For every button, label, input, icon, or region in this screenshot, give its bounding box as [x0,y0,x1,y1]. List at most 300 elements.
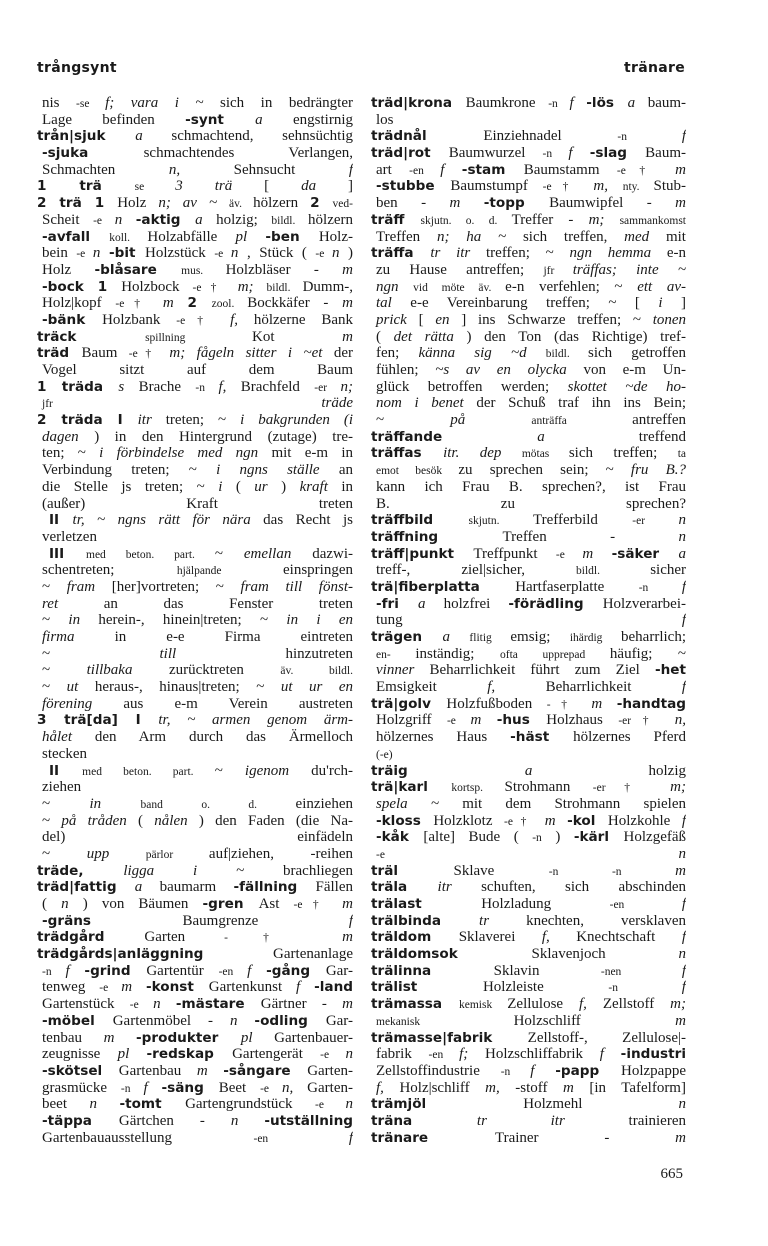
entry-line [371,212,686,229]
headword: trån|sjuk [37,128,136,145]
usage-label: med beton. part. [86,548,215,561]
headword: -sångare [223,1062,308,1079]
headword: träd|krona [371,95,466,111]
translation-text: ~ [42,679,67,696]
translation-text: Sklave [453,862,549,879]
entry-continuation-line [37,1063,353,1080]
entry-continuation-line [371,596,686,613]
entry-continuation-line [37,312,353,329]
translation-text: aus e-m Verein austreten [123,695,353,712]
italic-phrase: tillbaka [86,662,169,679]
translation-text: Zellstoff-, Zellulose|- [527,1029,686,1046]
italic-phrase: n [332,245,340,262]
italic-phrase: ur [254,478,268,495]
translation-text: ~ [42,662,87,679]
translation-text: Einziehnadel [483,128,618,145]
headword: träffande [371,428,538,445]
italic-phrase: m [121,979,146,996]
italic-phrase: m [342,328,353,345]
italic-phrase: a [134,879,160,896]
italic-phrase: tal [376,295,411,312]
headword: -hus [496,712,547,729]
italic-phrase: träde [321,395,353,412]
translation-text: Zellulose [507,996,580,1013]
headword: -avfall [42,228,110,245]
headword: träl [371,862,454,879]
headword: träde, [37,862,124,879]
entry-line [371,913,686,930]
translation-text: ~ [42,645,160,662]
translation-text: Holzbank [102,311,177,328]
translation-text: Holzmehl [523,1096,679,1113]
translation-text: Baumwipfel - [549,195,676,212]
italic-phrase: prick [376,311,407,328]
headword: -produkter [136,1029,241,1046]
italic-phrase: itr [137,412,166,429]
translation-text: ) [555,829,574,846]
usage-label: mötas [521,448,569,461]
entry-line [371,512,686,529]
headword: -gräns [42,912,183,929]
usage-label: se [134,181,176,194]
italic-phrase: m [342,896,353,912]
italic-phrase: n, [168,161,234,178]
usage-label: -e [320,1049,346,1062]
entry-line [371,546,686,563]
italic-phrase: n [678,1096,686,1113]
entry-continuation-line [371,395,686,412]
translation-text: [in Tafelform] [589,1079,686,1096]
translation-text: Beet [218,1079,261,1096]
translation-text: der [333,345,353,362]
headword: -industri [620,1046,686,1063]
italic-phrase: f [681,679,686,696]
entry-line [37,712,353,729]
translation-text: Holz- [318,228,353,245]
translation-text: e-n [666,245,686,262]
translation-text: einspringen [283,562,353,579]
translation-text: hölzern [308,211,353,228]
translation-text: baum- [647,95,686,111]
usage-label: anträffa [531,415,633,428]
entry-continuation-line [371,262,686,279]
entry-continuation-line [37,746,353,763]
entry-line [37,178,353,195]
italic-phrase: m; [670,779,686,796]
usage-label: -n [120,1082,144,1095]
headword: -topp [483,195,550,212]
translation-text: Gartengerät [232,1046,321,1063]
entry-line [371,1130,686,1147]
translation-text: grasmücke [42,1079,121,1096]
headword: trämassa [371,996,459,1013]
entry-continuation-line [371,846,686,863]
entry-line [371,779,686,796]
translation-text: dazwi- [312,545,353,562]
usage-label: skjutn. o. d. [420,214,512,227]
translation-text: Beharrlichkeit [545,679,682,696]
italic-phrase: da [301,178,317,195]
translation-text: Baumstumpf [450,178,543,195]
usage-label: zool. [211,298,248,311]
translation-text: Sehnsucht [233,161,349,178]
entry-continuation-line [371,679,686,696]
translation-text: tung [376,612,682,629]
entry-line [37,879,353,896]
usage-label: kortsp. [451,782,505,795]
translation-text: Garten- [307,1062,353,1079]
headword: -handtag [616,695,686,712]
usage-label: kemisk [458,999,508,1012]
italic-phrase: f [681,578,686,595]
entry-continuation-line [37,646,353,663]
translation-text: ~ [214,545,244,562]
translation-text: zu Hause antreffen; [376,261,544,278]
translation-text: Treffpunkt [473,545,556,562]
italic-phrase: ligga i ~ [123,862,284,879]
headword: trä|fiberplatta [371,578,516,595]
italic-phrase: n; av ~ [158,195,230,212]
italic-phrase: n; [340,378,353,395]
entry-continuation-line [37,829,353,846]
usage-label: -n [500,1065,531,1078]
italic-phrase: m [675,1129,686,1146]
headword: -säng [161,1079,219,1096]
translation-text: [ [264,178,270,195]
entry-continuation-line [37,612,353,629]
translation-text: verletzen [42,528,97,545]
entry-line [371,579,686,596]
entry-continuation-line [37,262,353,279]
translation-text: zu sprechen sein; ~ [458,462,631,479]
entry-line [371,445,686,462]
headword: tränare [371,1129,495,1146]
italic-phrase: skottet ~de ho- [567,378,686,395]
usage-label: -e [93,214,115,227]
translation-text: ~ [376,412,451,429]
translation-text: Schmachten [42,161,169,178]
entry-continuation-line [37,763,353,780]
entry-line [371,629,686,646]
italic-phrase: kraft [299,478,342,495]
headword: -utställning [264,1112,353,1129]
usage-label: -en [218,965,248,978]
entry-line [371,696,686,713]
italic-phrase: tr, ~ armen genom ärm- [158,712,353,729]
italic-phrase: a [418,595,444,612]
entry-continuation-line [371,562,686,579]
headword: -kol [567,812,608,829]
headword: träffbild [371,512,469,529]
usage-label: -er [314,381,341,394]
italic-phrase: n; ha ~ [436,228,523,245]
entry-continuation-line [37,1030,353,1047]
translation-text: Stub- [653,178,686,195]
italic-phrase: n [229,1012,255,1029]
translation-text: Holz|schliff [399,1079,486,1096]
italic-phrase: ret [42,595,104,612]
entry-line [371,863,686,880]
italic-phrase: n [678,512,686,529]
translation-text: tenbau [42,1029,104,1046]
italic-phrase: pl [240,1029,275,1046]
entry-continuation-line [371,496,686,513]
headword: -säker [611,545,679,562]
headword: -täppa [42,1112,119,1129]
entry-continuation-line [371,329,686,346]
italic-phrase: n [89,1096,120,1113]
translation-text: mit e-m in [271,445,353,462]
italic-phrase: f [681,979,686,996]
entry-line [371,145,686,162]
translation-text: Gartenbau [118,1062,197,1079]
italic-phrase: a [442,629,470,645]
dictionary-column-left [37,95,353,1146]
translation-text: Holz [42,261,95,278]
italic-phrase: hålet [42,729,95,746]
headword: -möbel [42,1012,113,1029]
usage-label: -n [638,581,682,594]
translation-text: [her]vortreten; ~ [111,578,241,595]
translation-text: ) von Bäumen [82,896,203,912]
italic-phrase: f [599,1046,621,1063]
entry-line [371,95,686,112]
translation-text: an das Fenster treten [103,595,353,612]
headword: 2 [310,195,333,212]
entry-continuation-line [37,529,353,546]
translation-text: hölzernes Haus [376,729,511,746]
entry-line [371,979,686,996]
translation-text: B. zu sprechen? [376,495,686,512]
translation-text: das Recht js [263,512,353,529]
italic-phrase: i [218,478,236,495]
entry-continuation-line [37,462,353,479]
headword: trä|golv [371,695,447,712]
headword: -stubbe [376,178,451,195]
italic-phrase: f [296,979,315,996]
translation-text: treffen; ~ [486,245,570,262]
headword: -fällning [233,879,316,896]
entry-continuation-line [37,779,353,796]
page-number: 665 [660,1166,683,1182]
translation-text: Emsigkeit [376,679,488,696]
translation-text: Holzleiste [482,979,609,996]
translation-text: Holzgefäß [623,829,686,846]
translation-text: los [376,111,394,128]
headword: 1 trä [37,178,135,195]
translation-text: Treffen [376,228,437,245]
usage-label: skjutn. [468,515,533,528]
headword: trädgård [37,929,145,946]
entry-continuation-line [37,479,353,496]
italic-phrase: f [681,962,686,979]
translation-text: von e-m Un- [583,362,686,378]
translation-text: Brache [138,378,196,395]
translation-text: Gartenkunst [208,979,297,996]
translation-text: del) einfädeln [42,829,353,846]
entry-continuation-line [37,245,353,262]
translation-text: treten; ~ [165,412,241,429]
translation-text: e-n verfehlen; ~ [505,278,638,295]
italic-phrase: m [675,1012,686,1029]
italic-phrase: f [681,812,686,829]
headword: -förädling [508,595,603,612]
usage-label: -er† [592,782,671,795]
italic-phrase: a [195,211,217,228]
translation-text: Gar- [325,962,353,979]
translation-text: Holz [117,195,159,212]
italic-phrase: igenom [244,762,312,779]
entry-line [371,429,686,446]
headword: -aktig [135,211,196,228]
italic-phrase: n [345,1096,353,1113]
translation-text: , Stück ( [246,245,307,262]
translation-text: holzig; [216,211,272,228]
usage-label: -nen [600,965,682,978]
italic-phrase: m; [588,211,620,228]
italic-phrase: på [450,412,532,429]
usage-label: -en [253,1132,349,1145]
translation-text: du'rch- [311,762,353,779]
entry-line [371,896,686,913]
italic-phrase: ngn [376,278,414,295]
translation-text: Treffer - [511,211,589,228]
italic-phrase: med [624,228,666,245]
headword: -blåsare [94,261,182,278]
italic-phrase: en [435,311,450,328]
entry-line [371,963,686,980]
entry-continuation-line [37,979,353,996]
italic-phrase: emellan [243,545,313,562]
translation-text: ben - [376,195,450,212]
italic-phrase: f [681,896,686,912]
headword: -mästare [175,996,261,1013]
translation-text: Gartenanlage [273,946,353,963]
translation-text: Baumwurzel [448,145,543,162]
italic-phrase: m [342,261,353,278]
translation-text: heraus-, hinaus|treten; ~ [94,679,281,696]
translation-text: häufig; ~ [609,645,686,662]
translation-text: der Schuß traf ihn ins Bein; [476,395,686,412]
italic-phrase: ut ur en [280,679,353,696]
translation-text: Holzbock [121,278,193,295]
italic-phrase: m [342,996,353,1013]
translation-text: Holzgriff [376,712,447,729]
usage-label: vid möte äv. [413,281,506,294]
translation-text: engstirnig [293,111,353,128]
translation-text: fühlen; [376,362,436,378]
translation-text: ] ins Schwarze treffen; ~ [461,311,653,328]
translation-text: Baum- [645,145,686,162]
italic-phrase: m [449,195,484,212]
usage-label: -en [609,899,682,911]
entry-continuation-line [37,662,353,679]
italic-phrase: f [568,145,590,162]
headword: -häst [510,729,574,746]
italic-phrase: nålen [154,812,188,829]
usage-label: -n [195,381,219,394]
italic-phrase: f; vara i ~ [105,95,221,111]
translation-text: Brachfeld [240,378,315,395]
italic-phrase: n [92,245,109,262]
headword: 2 [187,295,212,312]
italic-phrase: f, [579,996,603,1013]
italic-phrase: m [470,712,497,729]
italic-phrase: m [342,929,353,946]
italic-phrase: f [348,912,353,929]
entry-line [371,879,686,896]
entry-continuation-line [37,1046,353,1063]
usage-label: -e [129,999,154,1012]
entry-continuation-line [37,596,353,613]
translation-text: ~ [42,845,87,862]
usage-label: -er† [618,715,675,728]
usage-label: -e† [503,815,545,828]
entry-continuation-line [37,1113,353,1130]
italic-phrase: f [440,161,462,178]
italic-phrase: nom i benet [376,395,477,412]
translation-text: Sklavenjoch [531,946,679,963]
translation-text: beet [42,1096,90,1113]
translation-text: Knechtschaft [576,929,682,946]
headword: träck [37,328,146,345]
headword: -kärl [573,829,624,846]
translation-text: Bockkäfer - [247,295,343,312]
translation-text: Treffen - [502,528,679,545]
usage-label: -er [632,515,679,528]
usage-label: -† [224,932,343,945]
translation-text: Zellstoff [602,996,671,1013]
italic-phrase: n, [282,1079,308,1096]
translation-text: Holzfußboden [446,695,547,712]
italic-phrase: a [537,428,639,445]
entry-continuation-line [37,162,353,179]
headword: trälbinda [371,912,480,929]
italic-phrase: in [68,612,99,629]
translation-text: Holzverarbei- [602,595,686,612]
headword: -kloss [376,812,434,829]
headword: trädgårds|anläggning [37,946,274,963]
italic-phrase: a [524,762,649,779]
italic-phrase: n [230,245,239,262]
translation-text: art [376,161,410,178]
italic-phrase: f, [230,311,254,328]
entry-continuation-line [37,696,353,713]
usage-label: jfr [42,398,322,411]
entry-continuation-line [371,379,686,396]
italic-phrase: f, [541,929,577,946]
entry-continuation-line [37,1130,353,1147]
translation-text: mit [665,228,686,245]
translation-text: Gartentür [146,962,219,979]
entry-continuation-line [37,112,353,129]
entry-continuation-line [37,896,353,913]
translation-text: trainieren [628,1112,686,1129]
usage-label: ved- [332,198,353,211]
italic-phrase: tr itr [476,1112,629,1129]
italic-phrase: till [159,645,286,662]
entry-continuation-line [37,963,353,980]
entry-continuation-line [371,712,686,729]
headword: träna [371,1112,477,1129]
entry-continuation-line [371,178,686,195]
entry-continuation-line [371,829,686,846]
translation-text: [alte] Bude ( [423,829,519,846]
entry-continuation-line [37,362,353,379]
translation-text: ] [348,178,353,195]
translation-text: Gar- [325,1012,353,1029]
usage-label: (-e) [376,748,393,761]
